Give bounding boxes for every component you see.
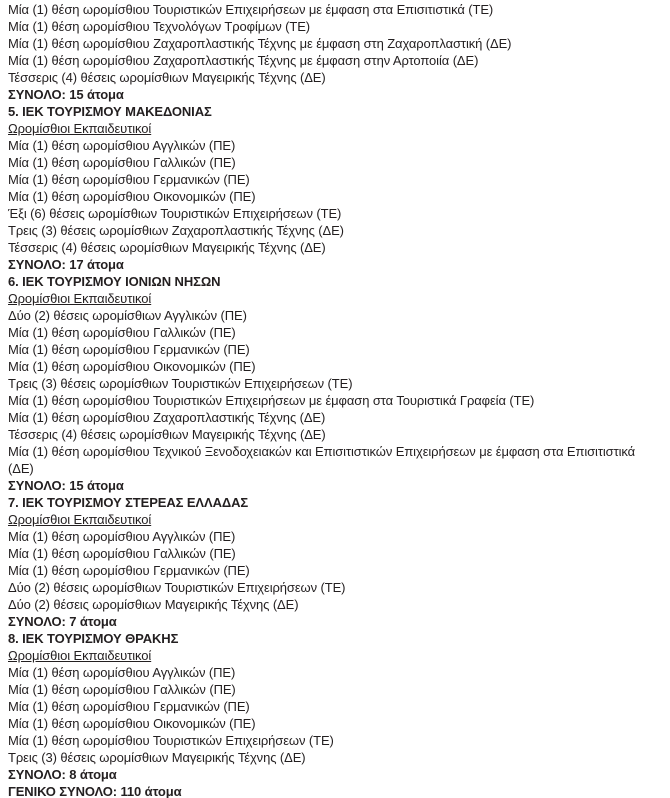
position-line: Έξι (6) θέσεις ωρομίσθιων Τουριστικών Επιχειρήσεων (ΤΕ) — [8, 206, 342, 221]
position-line: Μία (1) θέση ωρομίσθιου Οικονομικών (ΠΕ) — [8, 189, 256, 204]
section-heading: 6. ΙΕΚ ΤΟΥΡΙΣΜΟΥ ΙΟΝΙΩΝ ΝΗΣΩΝ — [8, 274, 221, 289]
position-line: Μία (1) θέση ωρομίσθιου Ζαχαροπλαστικής Τέχνης με έμφαση στη Ζαχαροπλαστική (ΔΕ) — [8, 36, 512, 51]
section-heading: 8. ΙΕΚ ΤΟΥΡΙΣΜΟΥ ΘΡΑΚΗΣ — [8, 631, 179, 646]
section-subheading: Ωρομίσθιοι Εκπαιδευτικοί — [8, 121, 152, 136]
section-total: ΣΥΝΟΛΟ: 8 άτομα — [8, 767, 117, 782]
position-line: Μία (1) θέση ωρομίσθιου Οικονομικών (ΠΕ) — [8, 359, 256, 374]
position-line: Μία (1) θέση ωρομίσθιου Τουριστικών Επιχειρήσεων με έμφαση στα Επισιτιστικά (ΤΕ) — [8, 2, 494, 17]
section-subheading: Ωρομίσθιοι Εκπαιδευτικοί — [8, 648, 152, 663]
document-content — [8, 1, 660, 783]
section-total: ΣΥΝΟΛΟ: 15 άτομα — [8, 87, 124, 102]
position-line: Μία (1) θέση ωρομίσθιου Τεχνικού Ξενοδοχειακών και Επισιτιστικών Επιχειρήσεων με έμφαση στα Επισιτιστικά (ΔΕ) — [8, 444, 636, 476]
position-line: Μία (1) θέση ωρομίσθιου Γερμανικών (ΠΕ) — [8, 563, 250, 578]
position-line: Μία (1) θέση ωρομίσθιου Γερμανικών (ΠΕ) — [8, 342, 250, 357]
section-subheading: Ωρομίσθιοι Εκπαιδευτικοί — [8, 291, 152, 306]
position-line: Τρεις (3) θέσεις ωρομίσθιων Ζαχαροπλαστικής Τέχνης (ΔΕ) — [8, 223, 344, 238]
section-total: ΣΥΝΟΛΟ: 15 άτομα — [8, 478, 124, 493]
position-line: Δύο (2) θέσεις ωρομίσθιων Τουριστικών Επιχειρήσεων (ΤΕ) — [8, 580, 346, 595]
grand-total: ΓΕΝΙΚΟ ΣΥΝΟΛΟ: 110 άτομα — [8, 784, 182, 798]
position-line: Μία (1) θέση ωρομίσθιου Ζαχαροπλαστικής Τέχνης (ΔΕ) — [8, 410, 326, 425]
position-line: Τέσσερις (4) θέσεις ωρομίσθιων Μαγειρικής Τέχνης (ΔΕ) — [8, 427, 326, 442]
position-line: Μία (1) θέση ωρομίσθιου Τουριστικών Επιχειρήσεων (ΤΕ) — [8, 733, 334, 748]
position-line: Μία (1) θέση ωρομίσθιου Ζαχαροπλαστικής Τέχνης με έμφαση στην Αρτοποιία (ΔΕ) — [8, 53, 479, 68]
position-line: Μία (1) θέση ωρομίσθιου Αγγλικών (ΠΕ) — [8, 665, 236, 680]
position-line: Μία (1) θέση ωρομίσθιου Οικονομικών (ΠΕ) — [8, 716, 256, 731]
position-line: Μία (1) θέση ωρομίσθιου Γαλλικών (ΠΕ) — [8, 155, 236, 170]
position-line: Τρεις (3) θέσεις ωρομίσθιων Μαγειρικής Τέχνης (ΔΕ) — [8, 750, 306, 765]
position-line: Δύο (2) θέσεις ωρομίσθιων Αγγλικών (ΠΕ) — [8, 308, 247, 323]
position-line: Μία (1) θέση ωρομίσθιου Αγγλικών (ΠΕ) — [8, 529, 236, 544]
position-line: Μία (1) θέση ωρομίσθιου Τεχνολόγων Τροφίμων (ΤΕ) — [8, 19, 311, 34]
position-line: Μία (1) θέση ωρομίσθιου Τουριστικών Επιχειρήσεων με έμφαση στα Τουριστικά Γραφεία (ΤΕ) — [8, 393, 535, 408]
position-line: Τέσσερις (4) θέσεις ωρομίσθιων Μαγειρικής Τέχνης (ΔΕ) — [8, 70, 326, 85]
position-line: Μία (1) θέση ωρομίσθιου Γερμανικών (ΠΕ) — [8, 699, 250, 714]
position-line: Μία (1) θέση ωρομίσθιου Γερμανικών (ΠΕ) — [8, 172, 250, 187]
position-line: Τρεις (3) θέσεις ωρομίσθιων Τουριστικών Επιχειρήσεων (ΤΕ) — [8, 376, 353, 391]
section-heading: 5. ΙΕΚ ΤΟΥΡΙΣΜΟΥ ΜΑΚΕΔΟΝΙΑΣ — [8, 104, 212, 119]
position-line: Μία (1) θέση ωρομίσθιου Γαλλικών (ΠΕ) — [8, 325, 236, 340]
section-subheading: Ωρομίσθιοι Εκπαιδευτικοί — [8, 512, 152, 527]
section-total: ΣΥΝΟΛΟ: 17 άτομα — [8, 257, 124, 272]
position-line: Μία (1) θέση ωρομίσθιου Αγγλικών (ΠΕ) — [8, 138, 236, 153]
position-line: Μία (1) θέση ωρομίσθιου Γαλλικών (ΠΕ) — [8, 546, 236, 561]
section-total: ΣΥΝΟΛΟ: 7 άτομα — [8, 614, 117, 629]
position-line: Δύο (2) θέσεις ωρομίσθιων Μαγειρικής Τέχνης (ΔΕ) — [8, 597, 299, 612]
position-line: Μία (1) θέση ωρομίσθιου Γαλλικών (ΠΕ) — [8, 682, 236, 697]
position-line: Τέσσερις (4) θέσεις ωρομίσθιων Μαγειρικής Τέχνης (ΔΕ) — [8, 240, 326, 255]
section-heading: 7. ΙΕΚ ΤΟΥΡΙΣΜΟΥ ΣΤΕΡΕΑΣ ΕΛΛΑΔΑΣ — [8, 495, 249, 510]
